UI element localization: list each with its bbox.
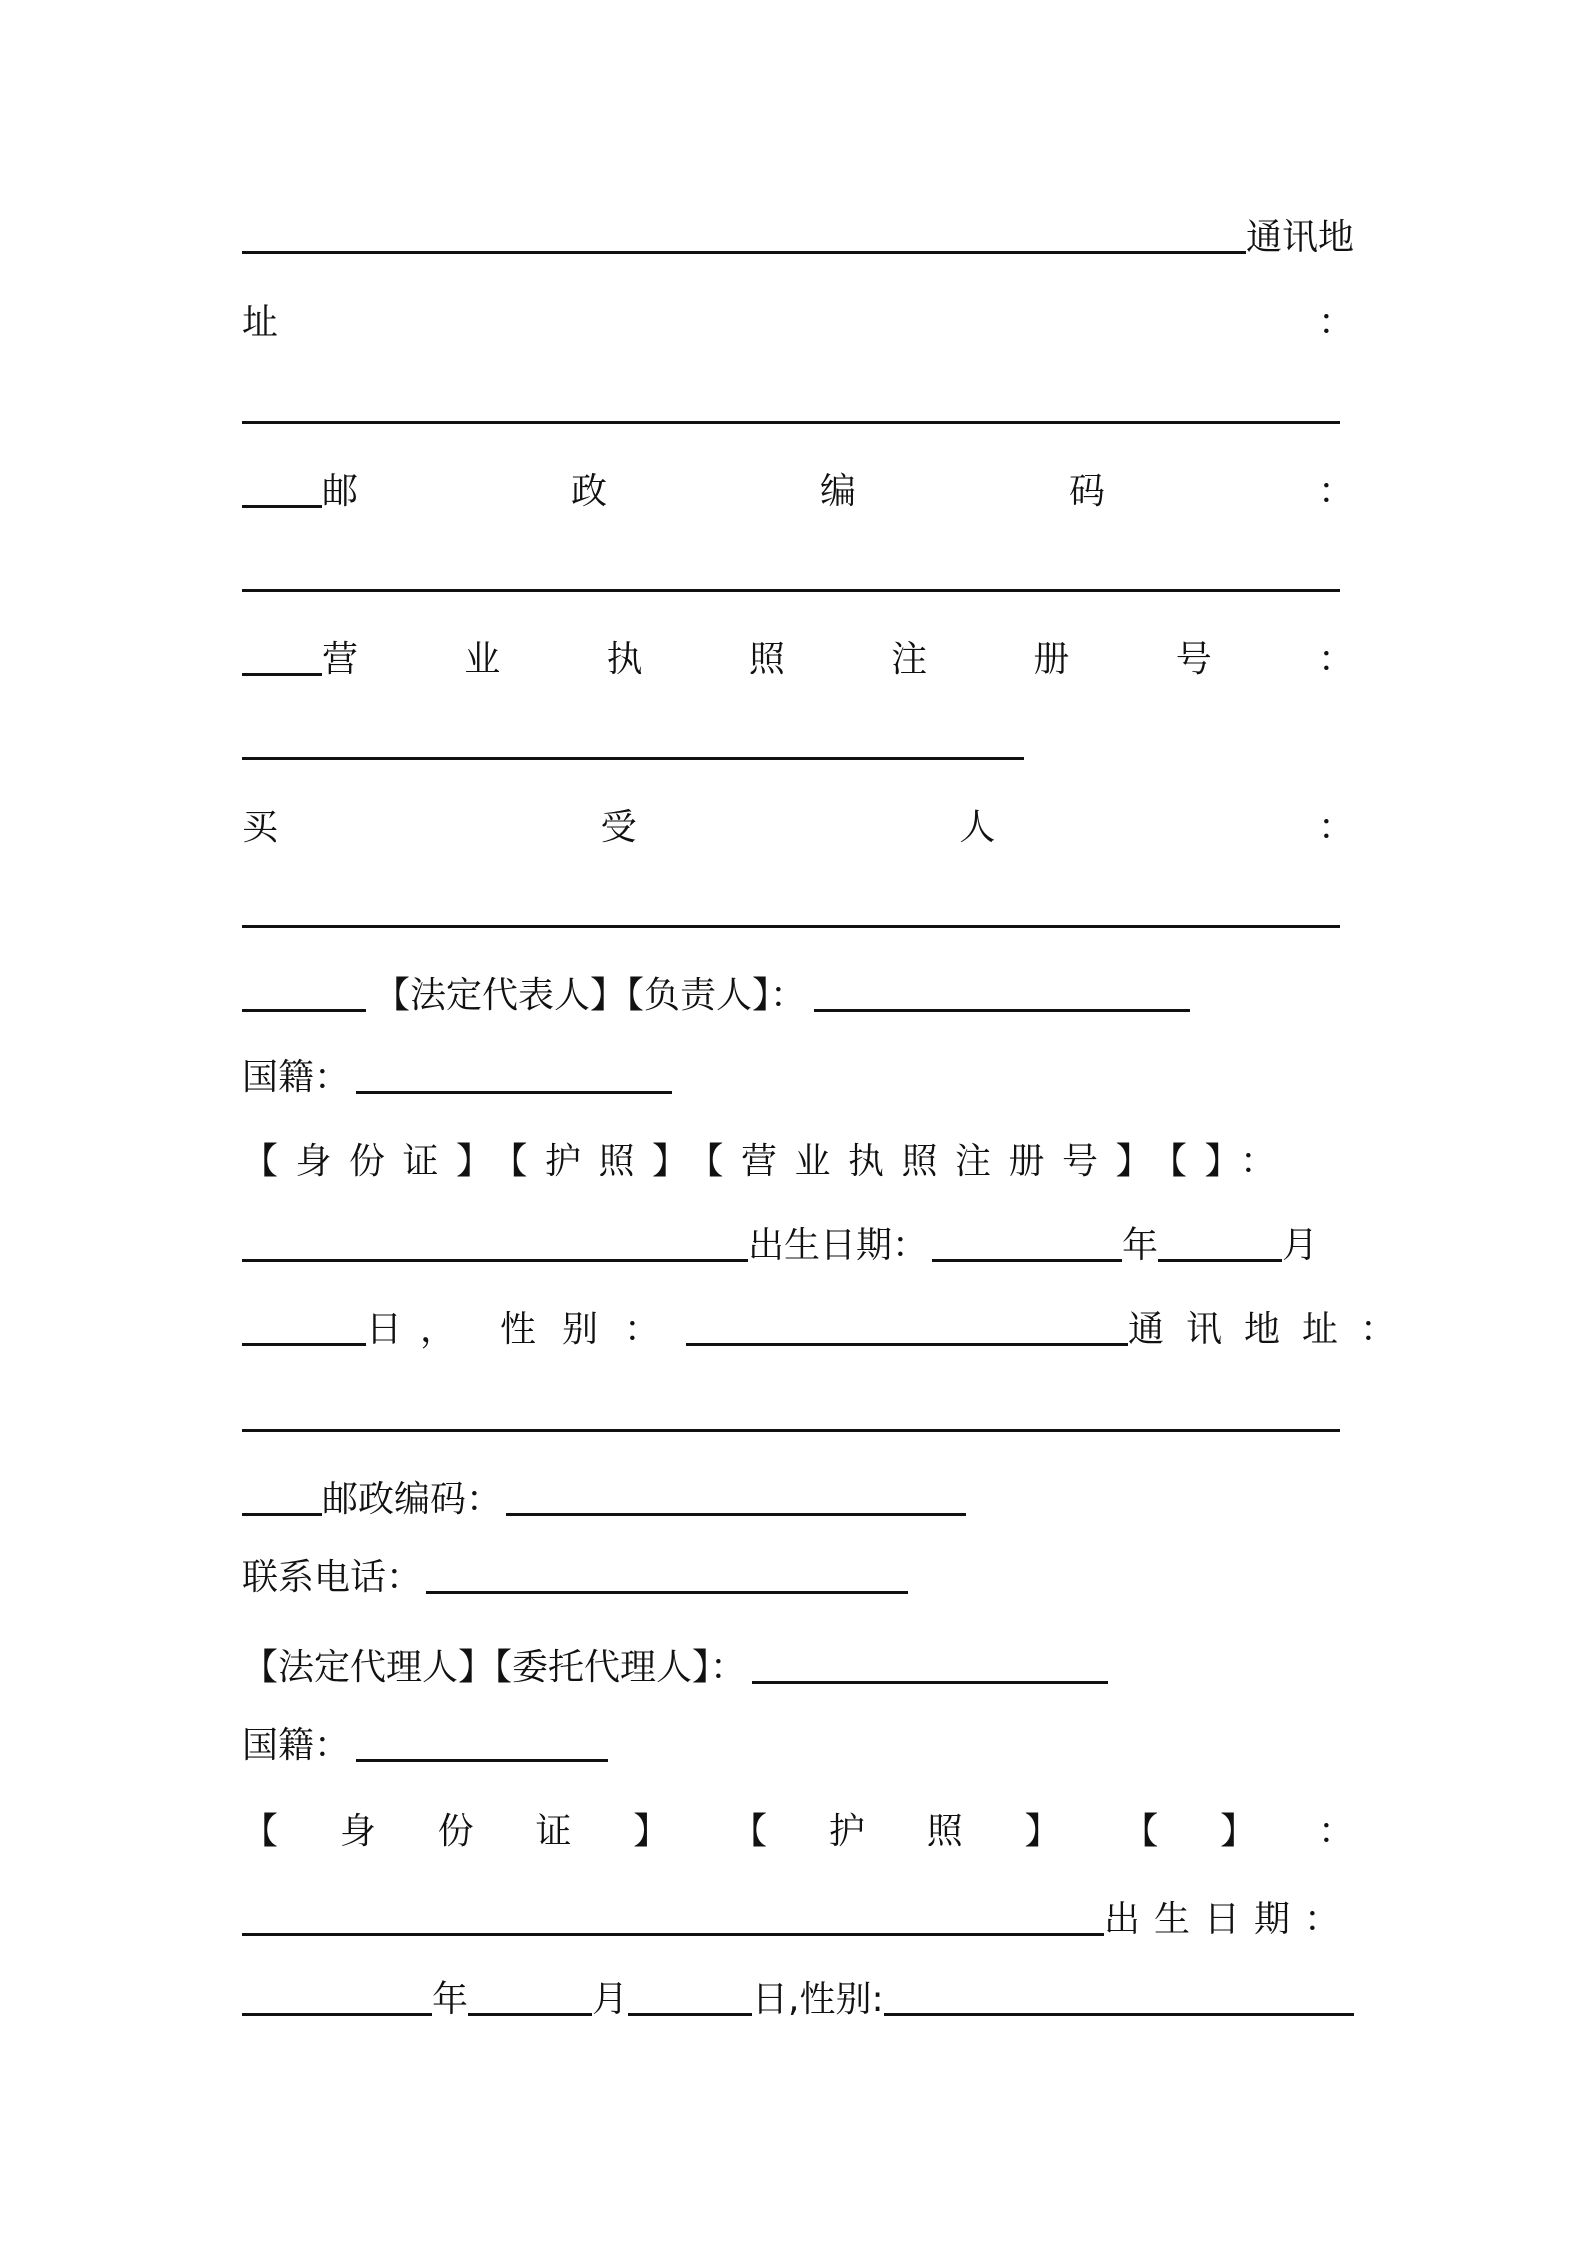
representative-label: 【法定代表人】【负责人】：: [374, 975, 807, 1016]
seller-license-line: [242, 622, 1354, 678]
gender-label: 性别：: [500, 1309, 687, 1350]
id-char: 】: [1024, 1811, 1061, 1852]
agent-birth-line: [242, 1882, 1354, 1938]
buyer-birth-line: [242, 1208, 1354, 1264]
id-char: 份: [437, 1811, 474, 1852]
month-label: 月: [1282, 1225, 1319, 1266]
nationality-label: 国籍：: [242, 1725, 351, 1766]
month-label: 月: [592, 1979, 629, 2020]
blank-field[interactable]: [242, 421, 1340, 424]
buyer-representative-line: [242, 958, 1354, 1014]
birth-day-input[interactable]: [628, 2013, 752, 2016]
birth-year-input[interactable]: [242, 2013, 432, 2016]
id-type-label: 【身份证】【护照】【营业执照注册号】【】：: [242, 1141, 1294, 1182]
id-number-input[interactable]: [242, 1933, 1104, 1936]
colon: ：: [1317, 471, 1354, 512]
buyer-char: 受: [600, 807, 637, 848]
nationality-input[interactable]: [356, 1759, 608, 1762]
blank-field[interactable]: [242, 757, 1024, 760]
buyer-name-blank: [242, 874, 1354, 930]
nationality-input[interactable]: [356, 1091, 672, 1094]
birth-month-input[interactable]: [468, 2013, 592, 2016]
postal-char: 码: [1068, 471, 1105, 512]
colon: ：: [1317, 639, 1354, 680]
id-char: 】: [1220, 1811, 1257, 1852]
buyer-line: [242, 790, 1354, 846]
postal-char: 编: [819, 471, 856, 512]
colon: ：: [1317, 302, 1354, 343]
id-char: 【: [731, 1811, 768, 1852]
id-char: 【: [1122, 1811, 1159, 1852]
phone-input[interactable]: [426, 1591, 908, 1594]
blank-field[interactable]: [242, 589, 1340, 592]
agent-label: 【法定代理人】【委托代理人】：: [242, 1647, 747, 1688]
license-char: 册: [1033, 639, 1070, 680]
seller-postal-line: [242, 454, 1354, 510]
license-char: 号: [1175, 639, 1212, 680]
nationality-label: 国籍：: [242, 1057, 351, 1098]
address-label-part1: 通讯地: [1245, 217, 1354, 258]
gender-input[interactable]: [686, 1343, 1128, 1346]
address-input[interactable]: [242, 1429, 1340, 1432]
day-label: 日: [366, 1309, 421, 1350]
blank-field[interactable]: [242, 251, 1246, 254]
day-gender-label: 日,性别:: [752, 1979, 884, 2020]
agent-line: [242, 1630, 1354, 1686]
license-char: 业: [464, 639, 501, 680]
seller-postal-blank: [242, 538, 1354, 594]
seller-address-line-1: [242, 200, 1354, 256]
id-char: 身: [339, 1811, 376, 1852]
blank-field[interactable]: [242, 505, 322, 508]
blank-field[interactable]: [242, 925, 1340, 928]
id-char: 】: [633, 1811, 670, 1852]
id-char: 证: [535, 1811, 572, 1852]
colon: ：: [1317, 1811, 1354, 1852]
phone-label: 联系电话：: [242, 1557, 423, 1598]
buyer-id-type-line: [242, 1124, 1354, 1180]
seller-address-blank: [242, 370, 1354, 426]
license-start: [242, 639, 359, 680]
blank-field[interactable]: [242, 1513, 322, 1516]
year-label: 年: [1122, 1225, 1159, 1266]
birth-label: 出生日期：: [1103, 1899, 1354, 1940]
buyer-phone-line: [242, 1540, 1354, 1596]
id-number-input[interactable]: [242, 1259, 748, 1262]
address-label-part2: 址: [242, 302, 279, 343]
representative-input[interactable]: [814, 1009, 1190, 1012]
license-char: 营: [322, 639, 359, 680]
license-char: 执: [606, 639, 643, 680]
comma: ，: [420, 1309, 475, 1350]
blank-field[interactable]: [242, 673, 322, 676]
buyer-nationality-line: [242, 1040, 1354, 1096]
buyer-address-blank: [242, 1378, 1354, 1434]
seller-license-blank: [242, 706, 1354, 762]
agent-input[interactable]: [752, 1681, 1108, 1684]
birth-month-input[interactable]: [1158, 1259, 1282, 1262]
buyer-char: 买: [242, 807, 279, 848]
buyer-postal-line: [242, 1462, 1354, 1518]
address-label: 通讯地址：: [1128, 1309, 1419, 1350]
id-char: 【: [242, 1811, 279, 1852]
birth-label: 出生日期：: [748, 1225, 929, 1266]
license-char: 照: [748, 639, 785, 680]
birth-year-input[interactable]: [932, 1259, 1122, 1262]
blank-field[interactable]: [242, 1009, 366, 1012]
buyer-char: 人: [959, 807, 996, 848]
postal-input[interactable]: [506, 1513, 966, 1516]
buyer-day-gender-line: [242, 1292, 1419, 1350]
license-char: 注: [891, 639, 928, 680]
postal-label: 邮政编码：: [322, 1479, 503, 1520]
postal-char: 政: [570, 471, 607, 512]
agent-nationality-line: [242, 1708, 1354, 1764]
id-char: 护: [828, 1811, 865, 1852]
birth-day-input[interactable]: [242, 1343, 366, 1346]
colon: ：: [1317, 807, 1354, 848]
postal-start: [242, 471, 359, 512]
seller-address-line-2: [242, 285, 1354, 341]
id-char: 照: [926, 1811, 963, 1852]
agent-id-type-line: [242, 1794, 1354, 1850]
postal-char: 邮: [322, 471, 359, 512]
agent-date-gender-line: [242, 1962, 1354, 2018]
year-label: 年: [432, 1979, 469, 2020]
gender-input[interactable]: [884, 2013, 1354, 2016]
